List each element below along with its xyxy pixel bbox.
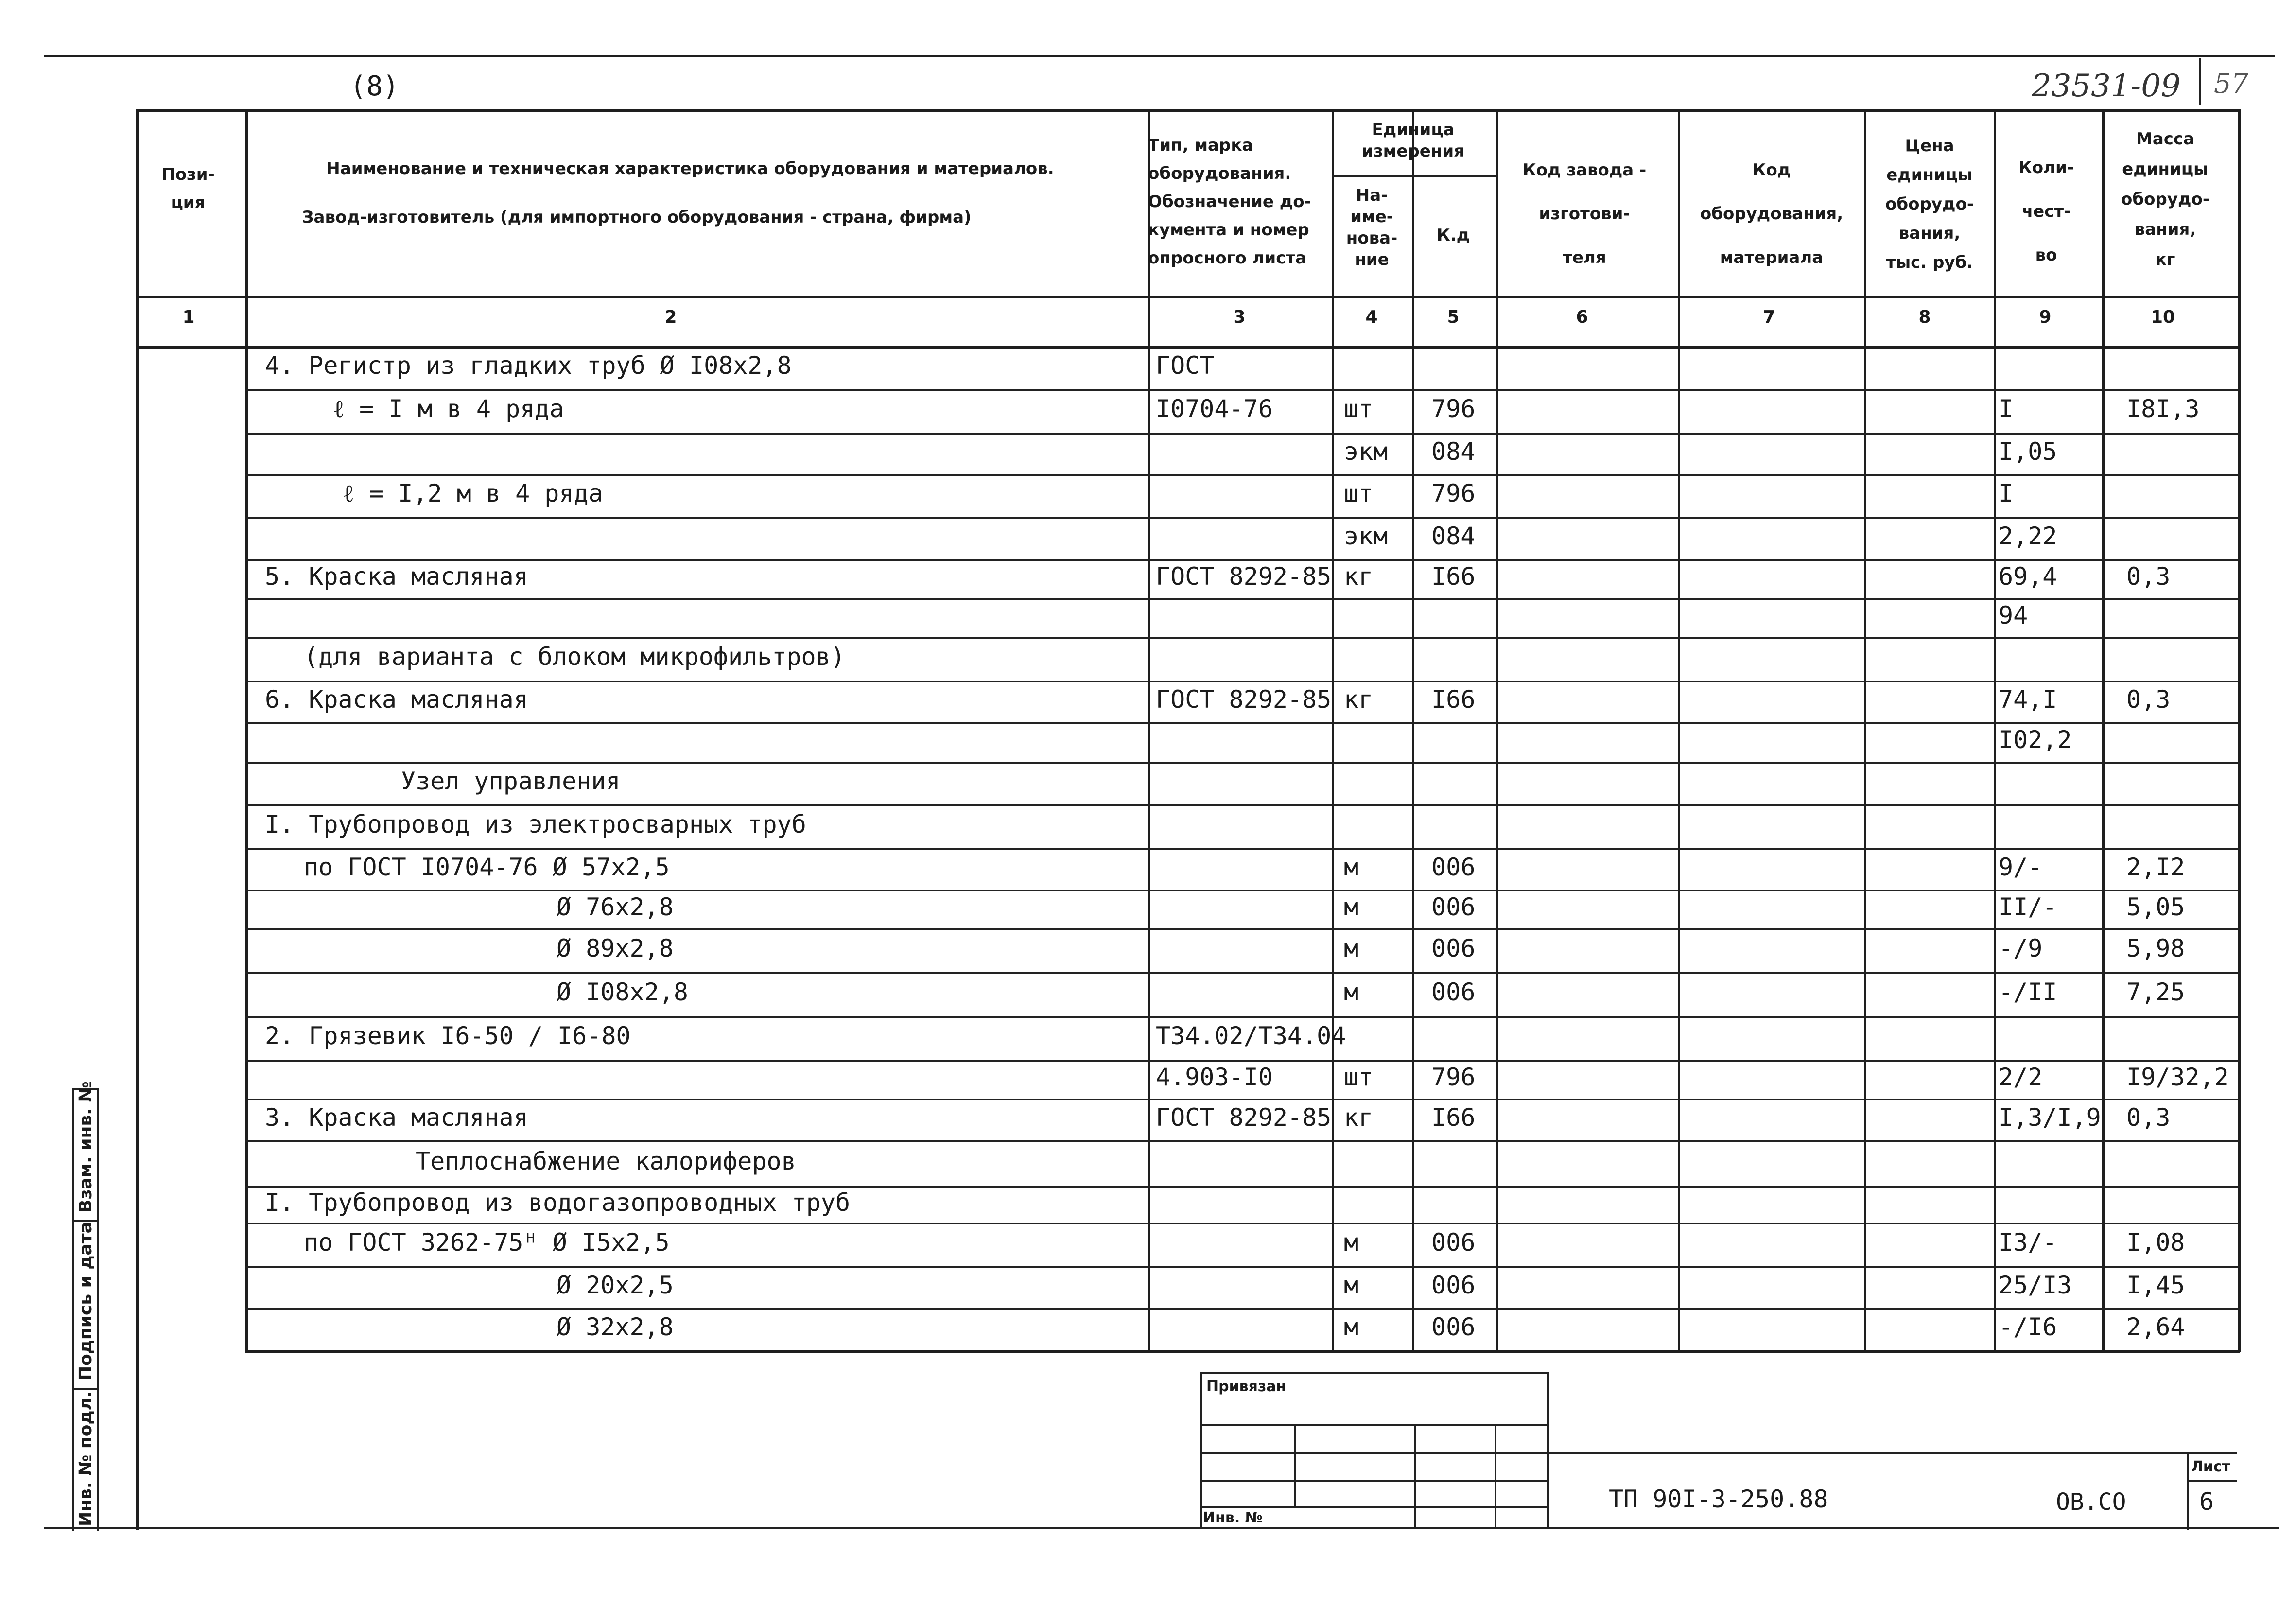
title-block-c3: [1495, 1424, 1496, 1527]
row-name: 2. Грязевик I6-50 / I6-80: [265, 1022, 631, 1050]
row-name: 3. Краска масляная: [265, 1103, 528, 1132]
row-separator: [245, 928, 2240, 930]
row-qty: 2,22: [1999, 522, 2057, 550]
row-unit: м: [1344, 853, 1359, 881]
col-number-7: 7: [1763, 307, 1775, 327]
row-qty: I,3/I,9: [1999, 1103, 2101, 1132]
row-unit: м: [1344, 934, 1359, 962]
row-mass: I9/32,2: [2126, 1063, 2229, 1091]
row-unit: м: [1344, 978, 1359, 1006]
row-unit: шт: [1344, 1063, 1374, 1091]
row-name: ℓ = I,2 м в 4 ряда: [343, 479, 603, 507]
header-unit: Единица измерения: [1362, 120, 1464, 161]
row-qty: -/II: [1999, 978, 2057, 1006]
row-unit: шт: [1344, 395, 1374, 423]
row-name: Ø I08x2,8: [557, 978, 688, 1006]
row-name: Ø 20x2,5: [557, 1271, 674, 1299]
row-mass: 0,3: [2126, 685, 2171, 714]
row-qty: I,05: [1999, 437, 2057, 466]
side-label-vzam: Взам. инв. №: [76, 1081, 96, 1213]
row-doc: Т34.02/Т34.04: [1156, 1022, 1346, 1050]
table-body-bottom: [245, 1350, 1997, 1353]
row-separator: [245, 1016, 2240, 1018]
row-qty: 69,4: [1999, 562, 2057, 591]
row-code: 006: [1431, 853, 1476, 881]
header-factory-code: Код завода - изготови- теля: [1522, 160, 1647, 267]
column-line-6: [1678, 109, 1680, 1352]
stamp-inv-label: Инв. №: [1203, 1509, 1263, 1526]
title-block-left: [1200, 1372, 1202, 1527]
row-separator: [245, 1266, 2240, 1268]
row-mass: I8I,3: [2126, 395, 2200, 423]
header-quantity: Коли- чест- во: [2018, 158, 2074, 265]
title-block-top: [1200, 1372, 1548, 1374]
row-qty: 94: [1999, 601, 2028, 629]
row-code: 796: [1431, 1063, 1476, 1091]
stamp-privyazan: Привязан: [1206, 1378, 1287, 1395]
row-mass: 2,I2: [2126, 853, 2185, 881]
row-doc: ГОСТ 8292-85: [1156, 685, 1332, 714]
row-unit: кг: [1344, 1103, 1374, 1132]
col-number-9: 9: [2039, 307, 2052, 327]
column-line-10: [2238, 109, 2241, 1352]
row-doc: ГОСТ 8292-85: [1156, 562, 1332, 591]
corner-divider: [2199, 58, 2201, 105]
title-block-c2: [1414, 1424, 1416, 1527]
row-separator: [245, 598, 2240, 600]
header-type: Тип, марка оборудования. Обозначение до- кумента и номер опросного листа: [1148, 136, 1311, 268]
title-block-bottom-right: [1547, 1452, 2237, 1454]
table-header-bottom: [136, 296, 2240, 298]
row-name: 4. Регистр из гладких труб Ø I08x2,8: [265, 351, 792, 380]
row-separator: [245, 1308, 2240, 1310]
row-name: 5. Краска масляная: [265, 562, 528, 591]
row-separator: [245, 1060, 2240, 1062]
row-separator: [245, 474, 2240, 476]
archive-number: 23531-09: [2032, 68, 2181, 104]
row-code: 084: [1431, 437, 1476, 466]
bottom-edge-line: [44, 1527, 2279, 1529]
unit-subheader-line-r: [1412, 175, 1496, 177]
row-separator: [245, 637, 2240, 639]
row-unit: м: [1344, 1228, 1359, 1257]
column-line-8: [1994, 109, 1996, 1352]
row-doc: 4.903-I0: [1156, 1063, 1273, 1091]
row-code: 006: [1431, 1271, 1476, 1299]
col-number-8: 8: [1918, 307, 1931, 327]
row-separator: [245, 389, 2240, 391]
row-separator: [245, 804, 2240, 806]
row-code: 084: [1431, 522, 1476, 550]
side-stamp-div2: [72, 1388, 99, 1390]
side-label-inv-podl: Инв. № подл.: [76, 1391, 96, 1526]
header-name-line2: Завод-изготовитель (для импортного оборудования - страна, фирма): [302, 208, 972, 227]
row-separator: [245, 1223, 2240, 1224]
column-line-7: [1864, 109, 1866, 1352]
row-code: I66: [1431, 1103, 1476, 1132]
sheet-cell-div: [2187, 1480, 2237, 1482]
row-mass: 7,25: [2126, 978, 2185, 1006]
header-price: Цена единицы оборудо- вания, тыс. руб.: [1885, 136, 1974, 272]
header-equipment-code: Код оборудования, материала: [1700, 160, 1844, 267]
row-name: по ГОСТ 3262-75ᴴ Ø I5x2,5: [304, 1228, 670, 1257]
row-unit: шт: [1344, 479, 1374, 507]
col-number-1: 1: [182, 307, 195, 327]
row-separator: [245, 1140, 2240, 1142]
row-name: по ГОСТ I0704-76 Ø 57x2,5: [304, 853, 670, 881]
sheet-marker: (8): [350, 70, 400, 102]
row-qty: I: [1999, 479, 2014, 507]
header-name-line1: Наименование и техническая характеристика оборудования и материалов.: [326, 159, 1054, 178]
title-block-c1: [1294, 1424, 1296, 1506]
title-block-mid: [1547, 1372, 1549, 1527]
table-top-border: [136, 109, 2240, 112]
row-unit: кг: [1344, 685, 1374, 714]
row-unit: экм: [1344, 522, 1388, 550]
row-code: I66: [1431, 562, 1476, 591]
side-label-podpis: Подпись и дата: [76, 1222, 96, 1380]
stamp-section: ОВ.СО: [2056, 1488, 2126, 1516]
row-mass: 2,64: [2126, 1313, 2185, 1341]
row-name: I. Трубопровод из водогазопроводных труб: [265, 1188, 851, 1217]
row-separator: [245, 681, 2240, 682]
row-separator: [245, 559, 2240, 561]
row-qty: 74,I: [1999, 685, 2057, 714]
row-separator: [245, 972, 2240, 974]
column-line-2: [1148, 109, 1150, 1352]
unit-subheader-line: [1332, 175, 1412, 177]
table-left-outer: [136, 1350, 139, 1530]
stamp-sheet-number: 6: [2199, 1487, 2214, 1516]
col-number-5: 5: [1447, 307, 1460, 327]
row-doc: ГОСТ: [1156, 351, 1215, 380]
row-mass: 0,3: [2126, 562, 2171, 591]
row-code: 006: [1431, 978, 1476, 1006]
row-unit: м: [1344, 1271, 1359, 1299]
table-numbers-bottom: [136, 346, 2240, 349]
row-qty: I3/-: [1999, 1228, 2057, 1257]
row-mass: 0,3: [2126, 1103, 2171, 1132]
row-name: I. Трубопровод из электросварных труб: [265, 810, 806, 838]
row-code: I66: [1431, 685, 1476, 714]
column-line-0: [136, 109, 139, 1352]
col-number-3: 3: [1233, 307, 1246, 327]
sheet-cell-left: [2187, 1452, 2189, 1530]
stamp-sheet-label: Лист: [2191, 1458, 2231, 1475]
row-name: (для варианта с блоком микрофильтров): [304, 643, 845, 671]
header-position: Пози- ция: [161, 165, 215, 212]
row-qty: 2/2: [1999, 1063, 2043, 1091]
stamp-doc-code: ТП 90I-3-250.88: [1609, 1485, 1828, 1513]
row-mass: I,08: [2126, 1228, 2185, 1257]
row-qty: 25/I3: [1999, 1271, 2072, 1299]
row-mass: 5,98: [2126, 934, 2185, 962]
column-line-3: [1332, 109, 1334, 1352]
row-separator: [245, 1099, 2240, 1100]
column-line-1: [245, 109, 248, 1352]
row-name: Ø 89x2,8: [557, 934, 674, 962]
row-unit: м: [1344, 1313, 1359, 1341]
row-separator: [245, 848, 2240, 850]
column-line-9: [2102, 109, 2105, 1352]
row-separator: [245, 890, 2240, 891]
row-mass: 5,05: [2126, 893, 2185, 921]
row-name: Ø 32x2,8: [557, 1313, 674, 1341]
row-separator: [245, 722, 2240, 724]
side-stamp-inner: [97, 1088, 99, 1531]
page-corner-number: 57: [2214, 68, 2249, 100]
row-separator: [245, 762, 2240, 764]
row-doc: I0704-76: [1156, 395, 1273, 423]
col-number-6: 6: [1576, 307, 1588, 327]
row-code: 006: [1431, 934, 1476, 962]
row-unit: м: [1344, 893, 1359, 921]
row-unit: кг: [1344, 562, 1374, 591]
row-name: Узел управления: [401, 767, 621, 795]
column-line-5: [1496, 109, 1498, 1352]
row-qty: II/-: [1999, 893, 2057, 921]
table-body-bottom-right: [1994, 1350, 2240, 1353]
row-qty: -/9: [1999, 934, 2043, 962]
col-number-4: 4: [1365, 307, 1378, 327]
row-qty: I: [1999, 395, 2014, 423]
header-mass: Масса единицы оборудо- вания, кг: [2121, 129, 2209, 269]
header-unit-name: На- име- нова- ние: [1346, 186, 1398, 269]
row-code: 006: [1431, 893, 1476, 921]
row-code: 796: [1431, 479, 1476, 507]
col-number-10: 10: [2150, 307, 2175, 327]
row-code: 006: [1431, 1313, 1476, 1341]
row-qty: I02,2: [1999, 726, 2072, 754]
row-code: 796: [1431, 395, 1476, 423]
col-number-2: 2: [664, 307, 677, 327]
row-name: 6. Краска масляная: [265, 685, 528, 714]
side-stamp-outer: [72, 1088, 74, 1531]
row-name: Теплоснабжение калориферов: [416, 1147, 796, 1175]
top-border-line: [44, 55, 2275, 57]
row-name: Ø 76x2,8: [557, 893, 674, 921]
row-unit: экм: [1344, 437, 1388, 466]
row-qty: -/I6: [1999, 1313, 2057, 1341]
row-code: 006: [1431, 1228, 1476, 1257]
row-name: ℓ = I м в 4 ряда: [333, 395, 564, 423]
row-doc: ГОСТ 8292-85: [1156, 1103, 1332, 1132]
row-separator: [245, 433, 2240, 435]
row-separator: [245, 517, 2240, 519]
header-unit-code: К.д: [1436, 226, 1470, 245]
row-qty: 9/-: [1999, 853, 2043, 881]
row-mass: I,45: [2126, 1271, 2185, 1299]
column-line-4: [1412, 109, 1414, 1352]
